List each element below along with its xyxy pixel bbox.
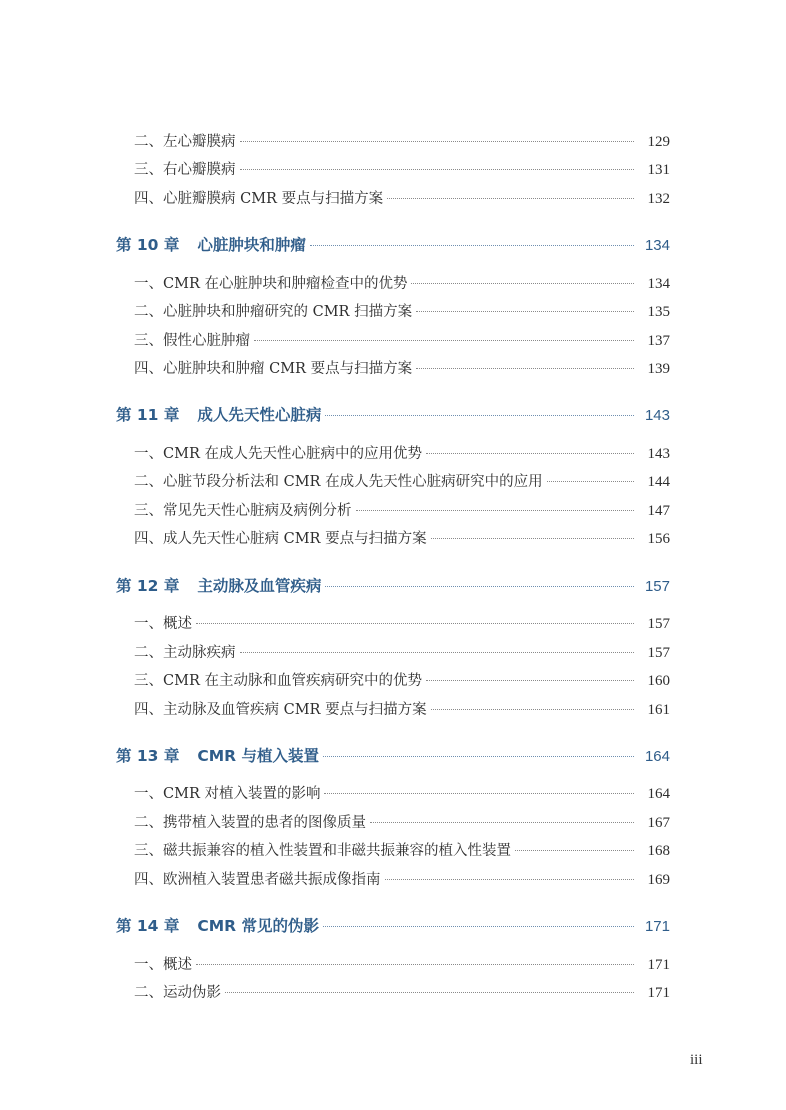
toc-entry[interactable] [134, 329, 670, 350]
entry-title: 二、携带植入装置的患者的图像质量 [134, 815, 366, 831]
page-ref: 157 [647, 616, 670, 632]
toc-entry[interactable] [134, 981, 670, 1002]
entry-title: 四、成人先天性心脏病 CMR 要点与扫描方案 [134, 531, 427, 547]
dot-leader [325, 586, 634, 587]
entry-title: 四、欧洲植入装置患者磁共振成像指南 [134, 872, 381, 888]
page-ref: 164 [647, 786, 670, 802]
toc-entry[interactable] [134, 698, 670, 719]
page-ref: 135 [647, 304, 670, 320]
entry-title: 四、心脏瓣膜病 CMR 要点与扫描方案 [134, 191, 384, 207]
entry-title: 四、心脏肿块和肿瘤 CMR 要点与扫描方案 [134, 361, 413, 377]
toc-entry[interactable] [134, 130, 670, 151]
dot-leader [431, 709, 634, 710]
toc-entry[interactable] [134, 612, 670, 633]
toc-entry[interactable] [134, 669, 670, 690]
toc-chapter[interactable] [116, 744, 670, 766]
entry-title: 一、CMR 对植入装置的影响 [134, 786, 321, 802]
toc-chapter[interactable] [116, 914, 670, 936]
entry-title: 三、CMR 在主动脉和血管疾病研究中的优势 [134, 673, 422, 689]
entry-title: 二、主动脉疾病 [134, 645, 236, 661]
page-ref: 167 [647, 815, 670, 831]
toc-chapter[interactable] [116, 233, 670, 255]
chapter-number: 第 14 章 [116, 917, 180, 935]
dot-leader [547, 481, 634, 482]
toc-entry[interactable] [134, 527, 670, 548]
chapter-title: 成人先天性心脏病 [197, 406, 322, 424]
dot-leader [385, 879, 635, 880]
entry-title: 一、概述 [134, 957, 192, 973]
page-ref: 129 [647, 134, 670, 150]
page-ref: 143 [644, 407, 670, 424]
toc-chapter[interactable] [116, 403, 670, 425]
entry-title: 一、概述 [134, 616, 192, 632]
dot-leader [310, 245, 634, 246]
page-ref: 160 [647, 673, 670, 689]
toc-entry[interactable] [134, 272, 670, 293]
entry-title: 二、心脏节段分析法和 CMR 在成人先天性心脏病研究中的应用 [134, 474, 543, 490]
chapter-number: 第 13 章 [116, 747, 180, 765]
entry-title: 一、CMR 在心脏肿块和肿瘤检查中的优势 [134, 276, 408, 292]
entry-title: 四、主动脉及血管疾病 CMR 要点与扫描方案 [134, 702, 427, 718]
chapter-number: 第 12 章 [116, 577, 180, 595]
entry-title: 三、假性心脏肿瘤 [134, 333, 250, 349]
chapter-title: 心脏肿块和肿瘤 [197, 236, 306, 254]
chapter-number: 第 10 章 [116, 236, 180, 254]
entry-title: 三、常见先天性心脏病及病例分析 [134, 503, 352, 519]
toc-chapter[interactable] [116, 574, 670, 596]
dot-leader [240, 169, 635, 170]
chapter-title: CMR 与植入装置 [197, 747, 320, 765]
toc-entry[interactable] [134, 187, 670, 208]
page-ref: 132 [647, 191, 670, 207]
chapter-title: 主动脉及血管疾病 [197, 577, 322, 595]
dot-leader [515, 850, 634, 851]
dot-leader [323, 756, 634, 757]
dot-leader [426, 453, 634, 454]
entry-title: 一、CMR 在成人先天性心脏病中的应用优势 [134, 446, 422, 462]
chapter-number: 第 11 章 [116, 406, 180, 424]
page-ref: 171 [644, 918, 670, 935]
page-ref: 134 [647, 276, 670, 292]
page-ref: 171 [647, 957, 670, 973]
page-ref: 156 [647, 531, 670, 547]
page-ref: 147 [647, 503, 670, 519]
dot-leader [240, 652, 635, 653]
dot-leader [254, 340, 634, 341]
page-ref: 157 [647, 645, 670, 661]
page-ref: 137 [647, 333, 670, 349]
page-ref: 171 [647, 985, 670, 1001]
toc-entry[interactable] [134, 499, 670, 520]
dot-leader [416, 368, 634, 369]
page-ref: 134 [644, 237, 670, 254]
page-ref: 169 [647, 872, 670, 888]
page-ref: 168 [647, 843, 670, 859]
page-ref: 164 [644, 748, 670, 765]
page-ref: 161 [647, 702, 670, 718]
page-number: iii [690, 1052, 703, 1068]
dot-leader [431, 538, 634, 539]
dot-leader [325, 415, 634, 416]
entry-title: 二、左心瓣膜病 [134, 134, 236, 150]
page-ref: 139 [647, 361, 670, 377]
dot-leader [356, 510, 635, 511]
dot-leader [225, 992, 634, 993]
dot-leader [387, 198, 634, 199]
toc-entry[interactable] [134, 839, 670, 860]
entry-title: 二、运动伪影 [134, 985, 221, 1001]
toc-entry[interactable] [134, 811, 670, 832]
entry-title: 三、右心瓣膜病 [134, 162, 236, 178]
page-ref: 157 [644, 578, 670, 595]
toc-entry[interactable] [134, 442, 670, 463]
toc-entry[interactable] [134, 470, 670, 491]
dot-leader [240, 141, 635, 142]
dot-leader [196, 964, 634, 965]
page-ref: 144 [647, 474, 670, 490]
dot-leader [196, 623, 634, 624]
entry-title: 二、心脏肿块和肿瘤研究的 CMR 扫描方案 [134, 304, 413, 320]
page-ref: 143 [647, 446, 670, 462]
toc-entry[interactable] [134, 641, 670, 662]
entry-title: 三、磁共振兼容的植入性装置和非磁共振兼容的植入性装置 [134, 843, 511, 859]
dot-leader [324, 793, 634, 794]
chapter-title: CMR 常见的伪影 [197, 917, 320, 935]
dot-leader [416, 311, 634, 312]
toc-entry[interactable] [134, 868, 670, 889]
toc-entry[interactable] [134, 158, 670, 179]
toc-entry[interactable] [134, 953, 670, 974]
dot-leader [411, 283, 634, 284]
toc-entry[interactable] [134, 782, 670, 803]
dot-leader [323, 926, 634, 927]
toc-entry[interactable] [134, 300, 670, 321]
dot-leader [426, 680, 634, 681]
toc-entry[interactable] [134, 357, 670, 378]
dot-leader [370, 822, 634, 823]
page-ref: 131 [647, 162, 670, 178]
